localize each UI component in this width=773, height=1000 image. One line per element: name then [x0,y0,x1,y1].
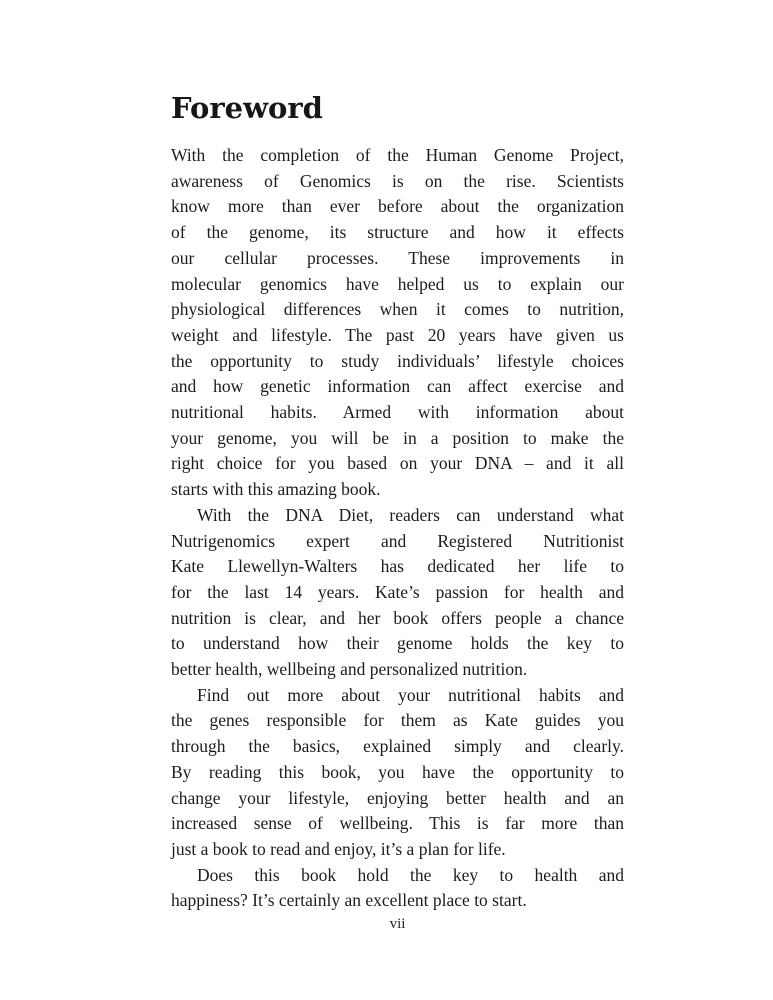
text-line: our cellular processes. These improvements in [171,247,624,268]
paragraph [171,143,624,503]
text-line: better health, wellbeing and personalized nutrition. [171,659,528,680]
text-line: Nutrigenomics expert and Registered Nutritionist [171,530,624,551]
text-line: your genome, you will be in a position to make the [171,427,624,448]
text-line: happiness? It’s certainly an excellent place to start. [171,890,527,911]
paragraph [171,683,624,863]
text-line: through the basics, explained simply and clearly. [171,736,624,757]
text-line: for the last 14 years. Kate’s passion for health and [171,581,624,602]
text-line: awareness of Genomics is on the rise. Scientists [171,170,624,191]
text-line: change your lifestyle, enjoying better health and an [171,787,624,808]
text-line: right choice for you based on your DNA – and it all [171,453,624,474]
text-line: just a book to read and enjoy, it’s a plan for life. [171,838,506,859]
text-line: molecular genomics have helped us to explain our [171,273,624,294]
text-line: increased sense of wellbeing. This is far more than [171,813,624,834]
text-line: By reading this book, you have the opportunity to [171,761,624,782]
text-line: With the DNA Diet, readers can understand what [197,504,624,525]
text-line: know more than ever before about the organization [171,196,624,217]
paragraph [171,503,624,683]
text-line: weight and lifestyle. The past 20 years have given us [171,324,624,345]
text-line: Does this book hold the key to health and [197,864,624,885]
page-number: vii [389,916,406,932]
text-line: Kate Llewellyn-Walters has dedicated her life to [171,556,624,577]
text-line: physiological differences when it comes to nutrition, [171,299,624,320]
text-line: the genes responsible for them as Kate guides you [171,710,624,731]
body-text [171,143,624,914]
text-line: starts with this amazing book. [171,479,381,500]
text-line: nutritional habits. Armed with information about [171,402,624,423]
text-line: and how genetic information can affect exercise and [171,376,624,397]
paragraph [171,863,624,914]
text-line: nutrition is clear, and her book offers people a chance [171,607,624,628]
text-line: With the completion of the Human Genome Project, [171,145,624,165]
text-block [171,91,624,914]
page-title: Foreword [171,91,323,125]
text-line: the opportunity to study individuals’ lifestyle choices [171,350,624,371]
text-line: Find out more about your nutritional habits and [197,684,624,705]
text-line: to understand how their genome holds the key to [171,633,624,654]
text-line: of the genome, its structure and how it effects [171,222,624,243]
